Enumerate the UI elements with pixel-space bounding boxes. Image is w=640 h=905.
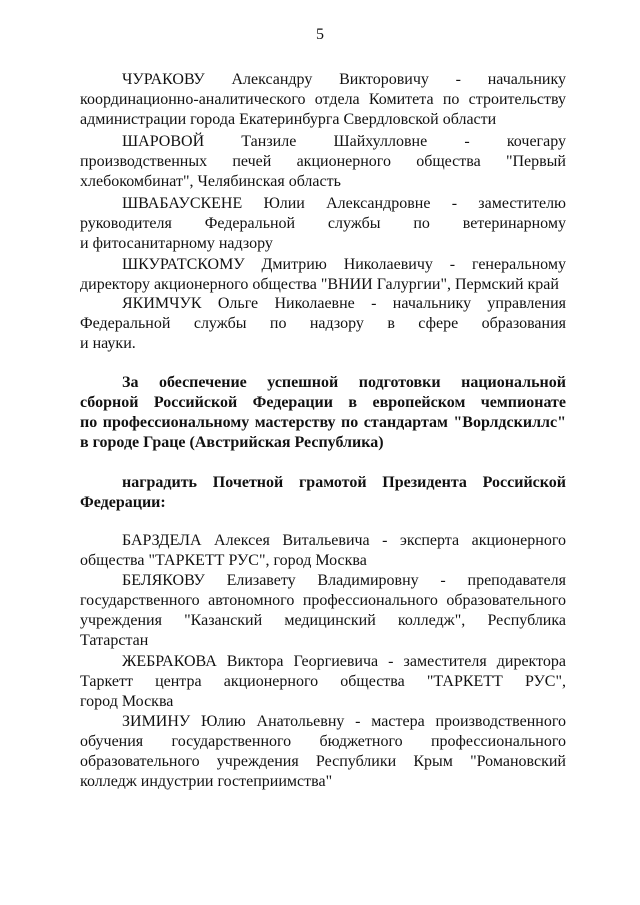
entry-line: координационно-аналитического отдела Комитета по строительству [80, 91, 566, 108]
entry-line: ЧУРАКОВУ Александру Викторовичу - начальнику [122, 71, 566, 88]
award-entry [80, 294, 566, 354]
entry-line: ЗИМИНУ Юлию Анатольевну - мастера производственного [122, 713, 566, 730]
entry-line: ШКУРАТСКОМУ Дмитрию Николаевичу - генеральному [122, 256, 566, 273]
entry-line: Таркетт центра акционерного общества "ТАРКЕТТ РУС", [80, 673, 566, 690]
heading-line: в городе Граце (Австрийская Республика) [80, 434, 384, 451]
entry-line: обучения государственного бюджетного профессионального [80, 733, 566, 750]
entry-line: хлебокомбинат", Челябинская область [80, 173, 341, 190]
entry-line: и науки. [80, 335, 136, 352]
award-entry [80, 70, 566, 130]
page-number: 5 [316, 26, 324, 43]
section-heading [80, 373, 566, 453]
entry-line: государственного автономного профессионального образовательного [80, 592, 566, 609]
award-entry [80, 571, 566, 651]
entry-line: колледж индустрии гостеприимства" [80, 773, 333, 790]
entry-line: производственных печей акционерного общества "Первый [80, 153, 566, 170]
heading-line: по профессиональному мастерству по стандартам "Ворлдскиллс" [80, 414, 566, 431]
award-line-text: наградить Почетной грамотой Президента Российской [122, 474, 566, 491]
heading-line: сборной Российской Федерации в европейском чемпионате [80, 394, 566, 411]
heading-line: За обеспечение успешной подготовки национальной [122, 374, 566, 391]
award-entry [80, 531, 566, 571]
award-entry [80, 132, 566, 192]
award-line [80, 473, 566, 513]
award-line-text: Федерации: [80, 494, 166, 511]
award-entry [80, 194, 566, 254]
entry-line: образовательного учреждения Республики Крым "Романовский [80, 753, 566, 770]
entry-line: Федеральной службы по надзору в сфере образования [80, 315, 566, 332]
entry-line: ЖЕБРАКОВА Виктора Георгиевича - заместителя директора [122, 653, 566, 670]
entry-line: ШАРОВОЙ Танзиле Шайхулловне - кочегару [122, 133, 566, 150]
entry-line: БАРЗДЕЛА Алексея Витальевича - эксперта акционерного [122, 532, 566, 549]
entry-line: руководителя Федеральной службы по ветеринарному [80, 215, 566, 232]
entry-line: город Москва [80, 693, 174, 710]
entry-line: администрации города Екатеринбурга Свердловской области [80, 111, 497, 128]
award-entry [80, 712, 566, 792]
award-entry [80, 255, 566, 295]
entry-line: директору акционерного общества "ВНИИ Галургии", Пермский край [80, 276, 559, 293]
entry-line: БЕЛЯКОВУ Елизавету Владимировну - преподавателя [122, 572, 566, 589]
entry-line: ЯКИМЧУК Ольге Николаевне - начальнику управления [122, 295, 566, 312]
entry-line: учреждения "Казанский медицинский колледж", Республика [80, 612, 566, 629]
entry-line: общества "ТАРКЕТТ РУС", город Москва [80, 552, 367, 569]
award-entry [80, 652, 566, 712]
entry-line: ШВАБАУСКЕНЕ Юлии Александровне - заместителю [122, 195, 566, 212]
entry-line: Татарстан [80, 632, 149, 649]
entry-line: и фитосанитарному надзору [80, 235, 273, 252]
